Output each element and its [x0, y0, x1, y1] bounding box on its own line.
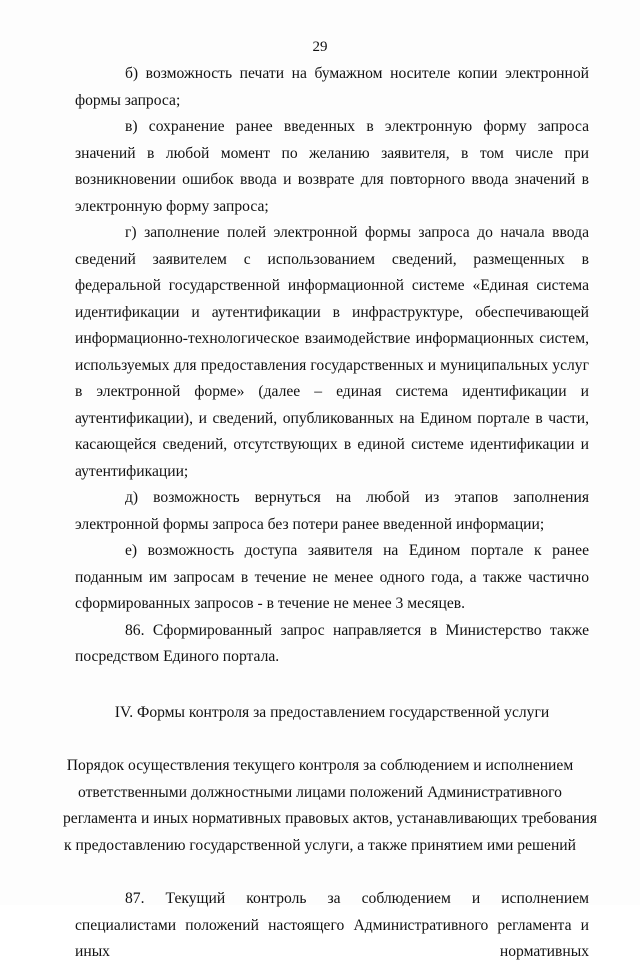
paragraph-86: 86. Сформированный запрос направляется в Министерство также посредством Единого портала.: [75, 621, 589, 665]
page-number: 29: [312, 39, 328, 55]
sub-heading-line: ответственными должностными лицами положений Административного: [78, 783, 562, 801]
sub-heading: [63, 753, 597, 859]
paragraph-e: е) возможность доступа заявителя на Едином портале к ранее поданным им запросам в течение не менее одного года, а также частично сформированных запросов - в течение не менее 3 месяцев.: [75, 542, 589, 612]
section-heading: IV. Формы контроля за предоставлением государственной услуги: [114, 703, 550, 721]
paragraph-g: г) заполнение полей электронной формы запроса до начала ввода сведений заявителем с использованием сведений, размещенных в федеральной государственной информационной системе «Единая система идентификации и аутентификации в инфраструктуре, обеспечивающей информационно-технологическое взаимодействие информационных систем, используемых для предоставления государственных и муниципальных услуг в электронной форме» (далее – единая система идентификации и аутентификации), и сведений, опубликованных на Едином портале в части, касающейся сведений, отсутствующих в единой системе идентификации и аутентификации;: [75, 224, 589, 480]
paragraph-87: 87. Текущий контроль за соблюдением и исполнением специалистами положений настоящего Административного регламента и иных нормативных: [75, 890, 589, 960]
paragraph-b: б) возможность печати на бумажном носителе копии электронной формы запроса;: [75, 65, 589, 109]
paragraph-d: д) возможность вернуться на любой из этапов заполнения электронной формы запроса без потери ранее введенной информации;: [75, 489, 589, 533]
sub-heading-line: Порядок осуществления текущего контроля за соблюдением и исполнением: [66, 757, 574, 774]
sub-heading-line: к предоставлению государственной услуги, а также принятием ими решений: [64, 836, 576, 854]
paragraph-v: в) сохранение ранее введенных в электронную форму запроса значений в любой момент по желанию заявителя, в том числе при возникновении ошибок ввода и возврате для повторного ввода значений в электронную форму запроса;: [75, 118, 589, 215]
document-body: [63, 61, 597, 966]
sub-heading-line: регламента и иных нормативных правовых актов, устанавливающих требования: [63, 810, 597, 827]
